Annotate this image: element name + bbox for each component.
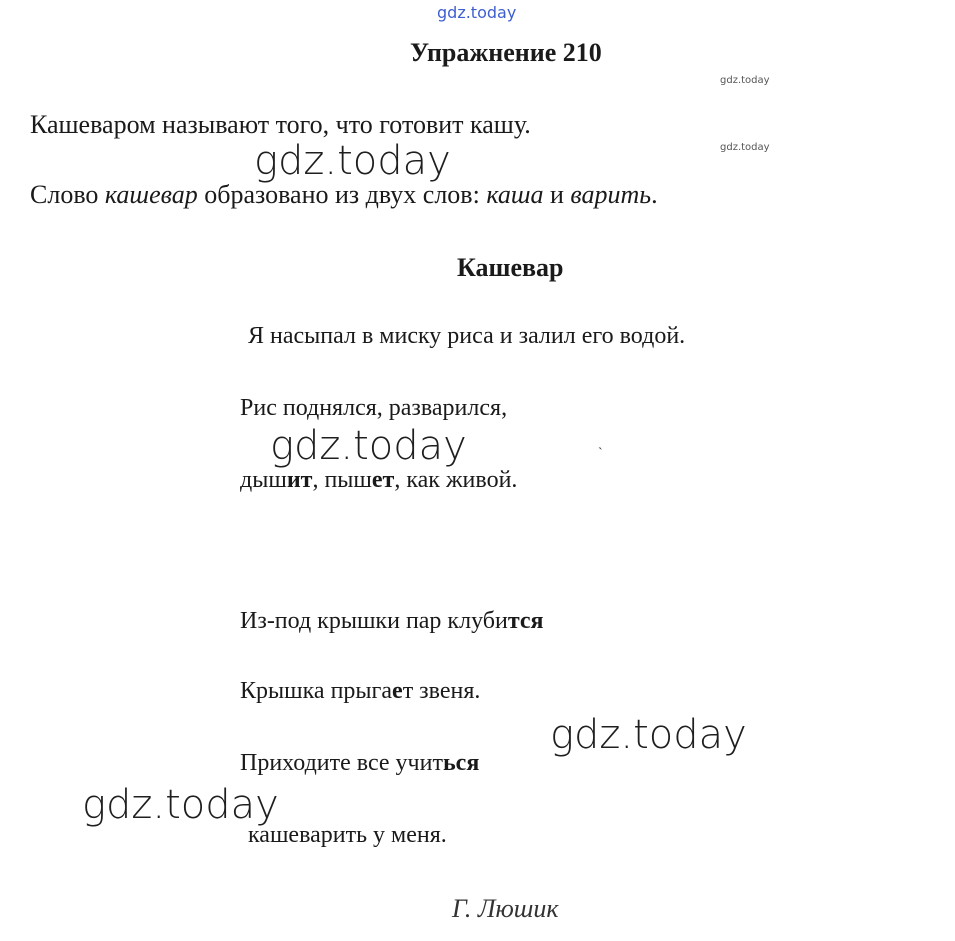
word-varit: варить xyxy=(570,180,652,209)
poem-line-3-c: , пыш xyxy=(312,467,372,493)
word-kasha: каша xyxy=(486,180,544,209)
poem-line-5 xyxy=(240,678,480,705)
paragraph-1: Кашеваром называют того, что готовит кашу. xyxy=(30,110,531,139)
watermark-small-2: gdz.today xyxy=(720,142,770,153)
poem-line-3 xyxy=(240,467,517,494)
poem-line-3-ending-2: ет xyxy=(371,467,395,493)
poem-line-1: Я насыпал в миску риса и залил его водой. xyxy=(248,323,686,349)
exercise-title: Упражнение 210 xyxy=(410,38,602,67)
poem-line-6-ending: ься xyxy=(442,750,480,776)
watermark-big-4: gdz.today xyxy=(82,782,279,828)
watermark-big-2: gdz.today xyxy=(270,423,467,469)
poem-line-5-ending: е xyxy=(392,678,403,704)
paragraph-2 xyxy=(30,180,658,210)
paragraph-2-text-1: Слово xyxy=(30,180,105,209)
word-kashevar: кашевар xyxy=(104,180,198,209)
poem-line-4-a: Из-под крышки пар клуби xyxy=(240,608,508,634)
paragraph-2-text-2: образовано из двух слов: xyxy=(197,180,487,209)
paragraph-2-text-3: и xyxy=(543,180,571,209)
poem-line-2: Рис поднялся, разварился, xyxy=(240,395,508,421)
poem-line-6-a: Приходите все учит xyxy=(240,750,443,776)
poem-line-5-c: т звеня. xyxy=(402,678,481,704)
poem-line-5-a: Крышка прыга xyxy=(240,678,393,704)
poem-line-7: кашеварить у меня. xyxy=(248,822,447,848)
stray-mark: ˋ xyxy=(598,446,603,461)
poem-line-4 xyxy=(240,608,544,635)
paragraph-2-text-4: . xyxy=(651,180,658,209)
poem-line-4-ending: тся xyxy=(507,608,544,634)
watermark-big-3: gdz.today xyxy=(550,712,747,758)
poem-line-6 xyxy=(240,750,479,777)
watermark-big-1: gdz.today xyxy=(254,138,451,184)
poem-line-3-e: , как живой. xyxy=(394,467,518,493)
watermark-top: gdz.today xyxy=(437,3,517,22)
poem-title: Кашевар xyxy=(457,253,564,282)
watermark-small-1: gdz.today xyxy=(720,75,770,86)
poem-line-3-ending-1: ит xyxy=(286,467,313,493)
poem-author: Г. Люшик xyxy=(452,894,559,923)
poem-line-3-a: дыш xyxy=(240,467,287,493)
